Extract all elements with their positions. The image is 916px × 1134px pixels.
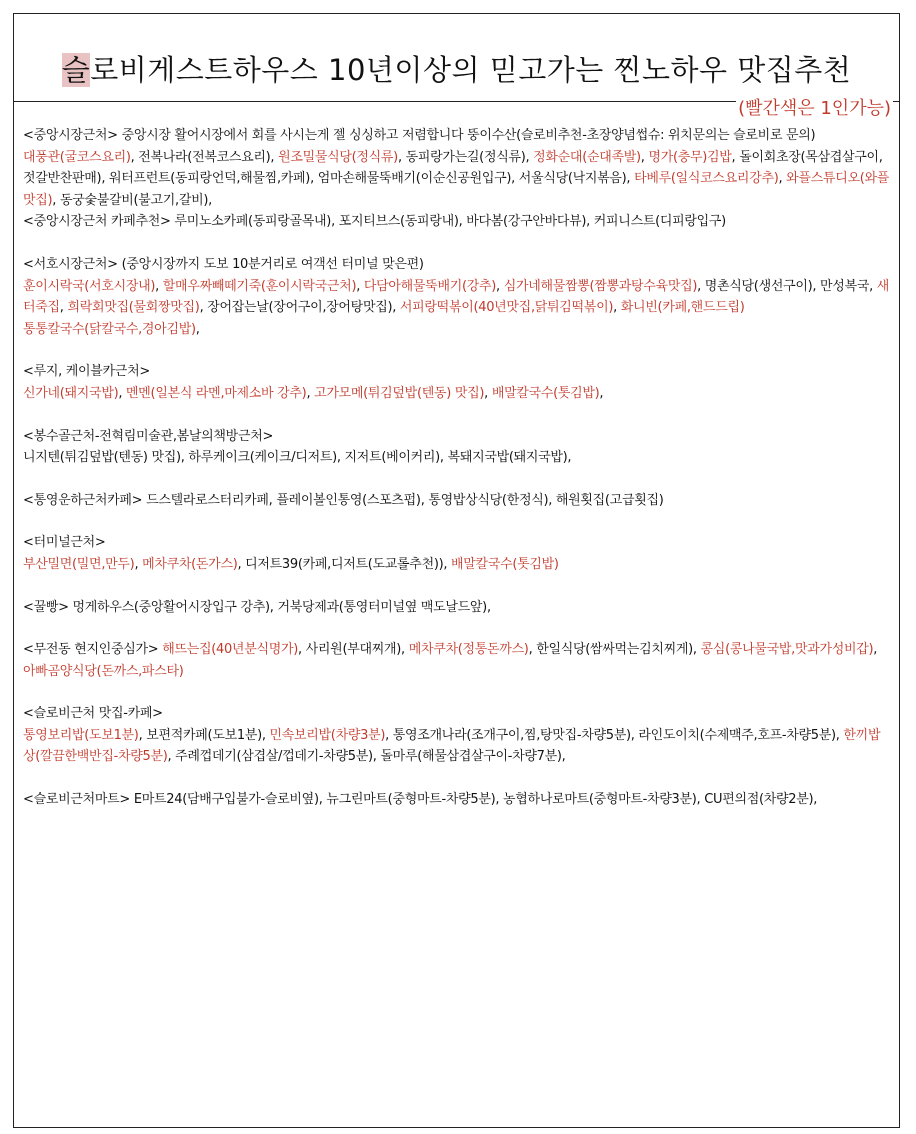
restaurant-solo-ok: 부산밀면(밀면,만두) — [23, 556, 135, 572]
text-segment: , — [59, 300, 68, 316]
section — [23, 703, 891, 768]
section-paragraph — [23, 789, 891, 811]
restaurant-solo-ok: 심가네해물짬뽕(짬뽕과탕수육맛집) — [503, 278, 698, 294]
section — [23, 639, 891, 682]
restaurant-solo-ok: 훈이시락국(서호시장내) — [23, 278, 156, 294]
restaurant-solo-ok: 통통칼국수(닭칼국수,경아김밥) — [23, 321, 196, 337]
section — [23, 254, 891, 340]
text-segment: 니지텐(튀김덮밥(텐동) 맛집), 하루케이크(케이크/디저트), 지저트(베이커리), 복돼지국밥(돼지국밥), — [23, 450, 572, 466]
section-paragraph — [23, 319, 891, 341]
restaurant-solo-ok: 타베루(일식코스요리강추) — [634, 171, 779, 187]
text-segment: <슬로비근처 맛집-카페> — [23, 706, 163, 722]
section-paragraph — [23, 211, 891, 233]
text-segment: , — [640, 149, 649, 165]
text-segment: , 장어잡는날(장어구이,장어탕맛집), — [199, 300, 400, 316]
restaurant-solo-ok: 한끼밥상(깔끔한백반집-차량5분) — [23, 727, 881, 765]
section — [23, 361, 891, 404]
restaurant-solo-ok: 배말칼국수(톳김밥) — [451, 556, 559, 572]
section-paragraph — [23, 361, 891, 383]
text-segment: , 돌이회초장(목삼겹살구이,젓갈반찬판매), 워터프런트(동피랑언덕,해물찜,카페), 엄마손해물뚝배기(이순신공원입구), 서울식당(낙지볶음), — [23, 149, 883, 187]
section-paragraph — [23, 276, 891, 319]
restaurant-solo-ok: 콩심(콩나물국밥,맛과가성비갑) — [700, 642, 874, 658]
section-paragraph — [23, 254, 891, 276]
section-paragraph — [23, 639, 891, 682]
restaurant-solo-ok: 할매우짜빼떼기죽(훈이시락국근처) — [162, 278, 357, 294]
text-segment: , — [599, 385, 604, 401]
section-paragraph — [23, 447, 891, 469]
section — [23, 125, 891, 233]
section — [23, 789, 891, 811]
text-segment: , — [195, 321, 200, 337]
text-segment: , — [134, 556, 143, 572]
text-segment: , 동피랑가는길(정식류), — [397, 149, 534, 165]
section-paragraph — [23, 383, 891, 405]
restaurant-list — [23, 125, 891, 832]
title-row — [14, 14, 899, 102]
text-segment: , 보편적카페(도보1분), — [138, 727, 270, 743]
restaurant-solo-ok: 새터죽집 — [23, 278, 890, 316]
restaurant-solo-ok: 다담아해물뚝배기(강추) — [363, 278, 497, 294]
text-segment: , — [306, 385, 315, 401]
text-segment: , 사리원(부대찌개), — [298, 642, 409, 658]
restaurant-solo-ok: 서피랑떡볶이(40년맛집,닭튀김떡볶이) — [399, 300, 614, 316]
text-segment: , — [155, 278, 163, 294]
section-paragraph — [23, 554, 891, 576]
section-paragraph — [23, 703, 891, 725]
restaurant-solo-ok: 화니빈(카페,핸드드립) — [620, 300, 745, 316]
text-segment: , — [484, 385, 492, 401]
text-segment: <무전동 현지인중심가> — [23, 642, 163, 658]
text-segment: , 전복나라(전복코스요리), — [130, 149, 279, 165]
text-segment: <중앙시장근처> 중앙시장 활어시장에서 회를 사시는게 젤 싱싱하고 저렴합니다 뚱이수산(슬로비추천-초장양념썹슈: 위치문의는 슬로비로 문의) — [23, 128, 816, 143]
restaurant-solo-ok: 메차쿠차(돈가스) — [142, 556, 238, 572]
text-segment: , 동궁숯불갈비(불고기,갈비), — [52, 192, 213, 208]
text-segment: <중앙시장근처 카페추천> 루미노소카페(동피랑골목내), 포지티브스(동피랑내), 바다봄(강구안바다뷰), 커피니스트(디피랑입구) — [23, 214, 726, 230]
section-paragraph — [23, 426, 891, 448]
restaurant-solo-ok: 아빠곰양식당(돈까스,파스타) — [23, 663, 184, 679]
text-segment: <봉수골근처-전혁림미술관,봄날의책방근처> — [23, 428, 274, 444]
restaurant-solo-ok: 해뜨는집(40년분식명가) — [162, 642, 298, 658]
restaurant-solo-ok: 통영보리밥(도보1분) — [23, 727, 139, 743]
section-paragraph — [23, 725, 891, 768]
restaurant-solo-ok: 메차쿠차(정통돈까스) — [408, 642, 529, 658]
red-color-note: (빨간색은 1인가능) — [736, 94, 893, 120]
text-segment: , 한일식당(쌈싸먹는김치찌게), — [528, 642, 701, 658]
section-paragraph — [23, 532, 891, 554]
section — [23, 490, 891, 512]
text-segment: , 주례껍데기(삼겹살/껍데기-차량5분), 돌마루(해물삼겹살구이-차량7분), — [167, 749, 566, 765]
text-segment: , — [356, 278, 364, 294]
section-paragraph — [23, 597, 891, 619]
restaurant-solo-ok: 고가모메(튀김덮밥(텐동) 맛집) — [314, 385, 485, 401]
document-sheet — [13, 13, 900, 1128]
text-segment: , — [613, 300, 621, 316]
text-segment: <꿀빵> 멍게하우스(중앙활어시장입구 강추), 거북당제과(통영터미널옆 맥도날드앞), — [23, 599, 491, 615]
text-segment: , — [778, 171, 787, 187]
title-highlight: 슬 — [61, 53, 91, 87]
restaurant-solo-ok: 배말칼국수(톳김밥) — [491, 385, 600, 401]
restaurant-solo-ok: 원조밀물식당(정식류) — [278, 149, 398, 165]
restaurant-solo-ok: 명가(충무)김밥 — [648, 149, 732, 165]
text-segment: , — [873, 642, 878, 658]
restaurant-solo-ok: 민속보리밥(차량3분) — [269, 727, 386, 743]
section-paragraph — [23, 125, 891, 147]
restaurant-solo-ok: 정화순대(순대족발) — [533, 149, 641, 165]
text-segment: , 디저트39(카페,디저트(도교롤추천)), — [237, 556, 452, 572]
section — [23, 426, 891, 469]
title-text: 로비게스트하우스 10년이상의 믿고가는 찐노하우 맛집추천 — [90, 53, 852, 87]
text-segment: , — [496, 278, 504, 294]
text-segment: <터미널근처> — [23, 535, 106, 551]
text-segment: , 통영조개나라(조개구이,찜,탕맛집-차량5분), 라인도이치(수제맥주,호프-차량5분), — [385, 727, 844, 743]
text-segment: <통영운하근처카페> 드스텔라로스터리카페, 플레이볼인통영(스포츠펍), 통영밥상식당(한정식), 해원횟집(고급횟집) — [23, 492, 664, 508]
section — [23, 532, 891, 575]
restaurant-solo-ok: 신가네(돼지국밥) — [23, 385, 119, 401]
text-segment: <슬로비근처마트> E마트24(담배구입불가-슬로비옆), 뉴그린마트(중형마트-차량5분), 농협하나로마트(중형마트-차량3분), CU편의점(차량2분), — [23, 792, 818, 808]
restaurant-solo-ok: 희락회맛집(물회짱맛집) — [67, 300, 200, 316]
restaurant-solo-ok: 와플스튜디오(와플맛집) — [23, 171, 889, 208]
text-segment: <서호시장근처> (중앙시장까지 도보 10분거리로 여객선 터미널 맞은편) — [23, 256, 424, 272]
text-segment: , — [118, 385, 127, 401]
text-segment: , 명촌식당(생선구이), 만성복국, — [697, 278, 877, 294]
section — [23, 597, 891, 619]
restaurant-solo-ok: 멘멘(일본식 라멘,마제소바 강추) — [126, 385, 307, 401]
section-paragraph — [23, 147, 891, 212]
section-paragraph — [23, 490, 891, 512]
text-segment: <루지, 케이블카근처> — [23, 364, 150, 380]
page-title — [14, 48, 899, 89]
restaurant-solo-ok: 대풍관(굴코스요리) — [23, 149, 131, 165]
